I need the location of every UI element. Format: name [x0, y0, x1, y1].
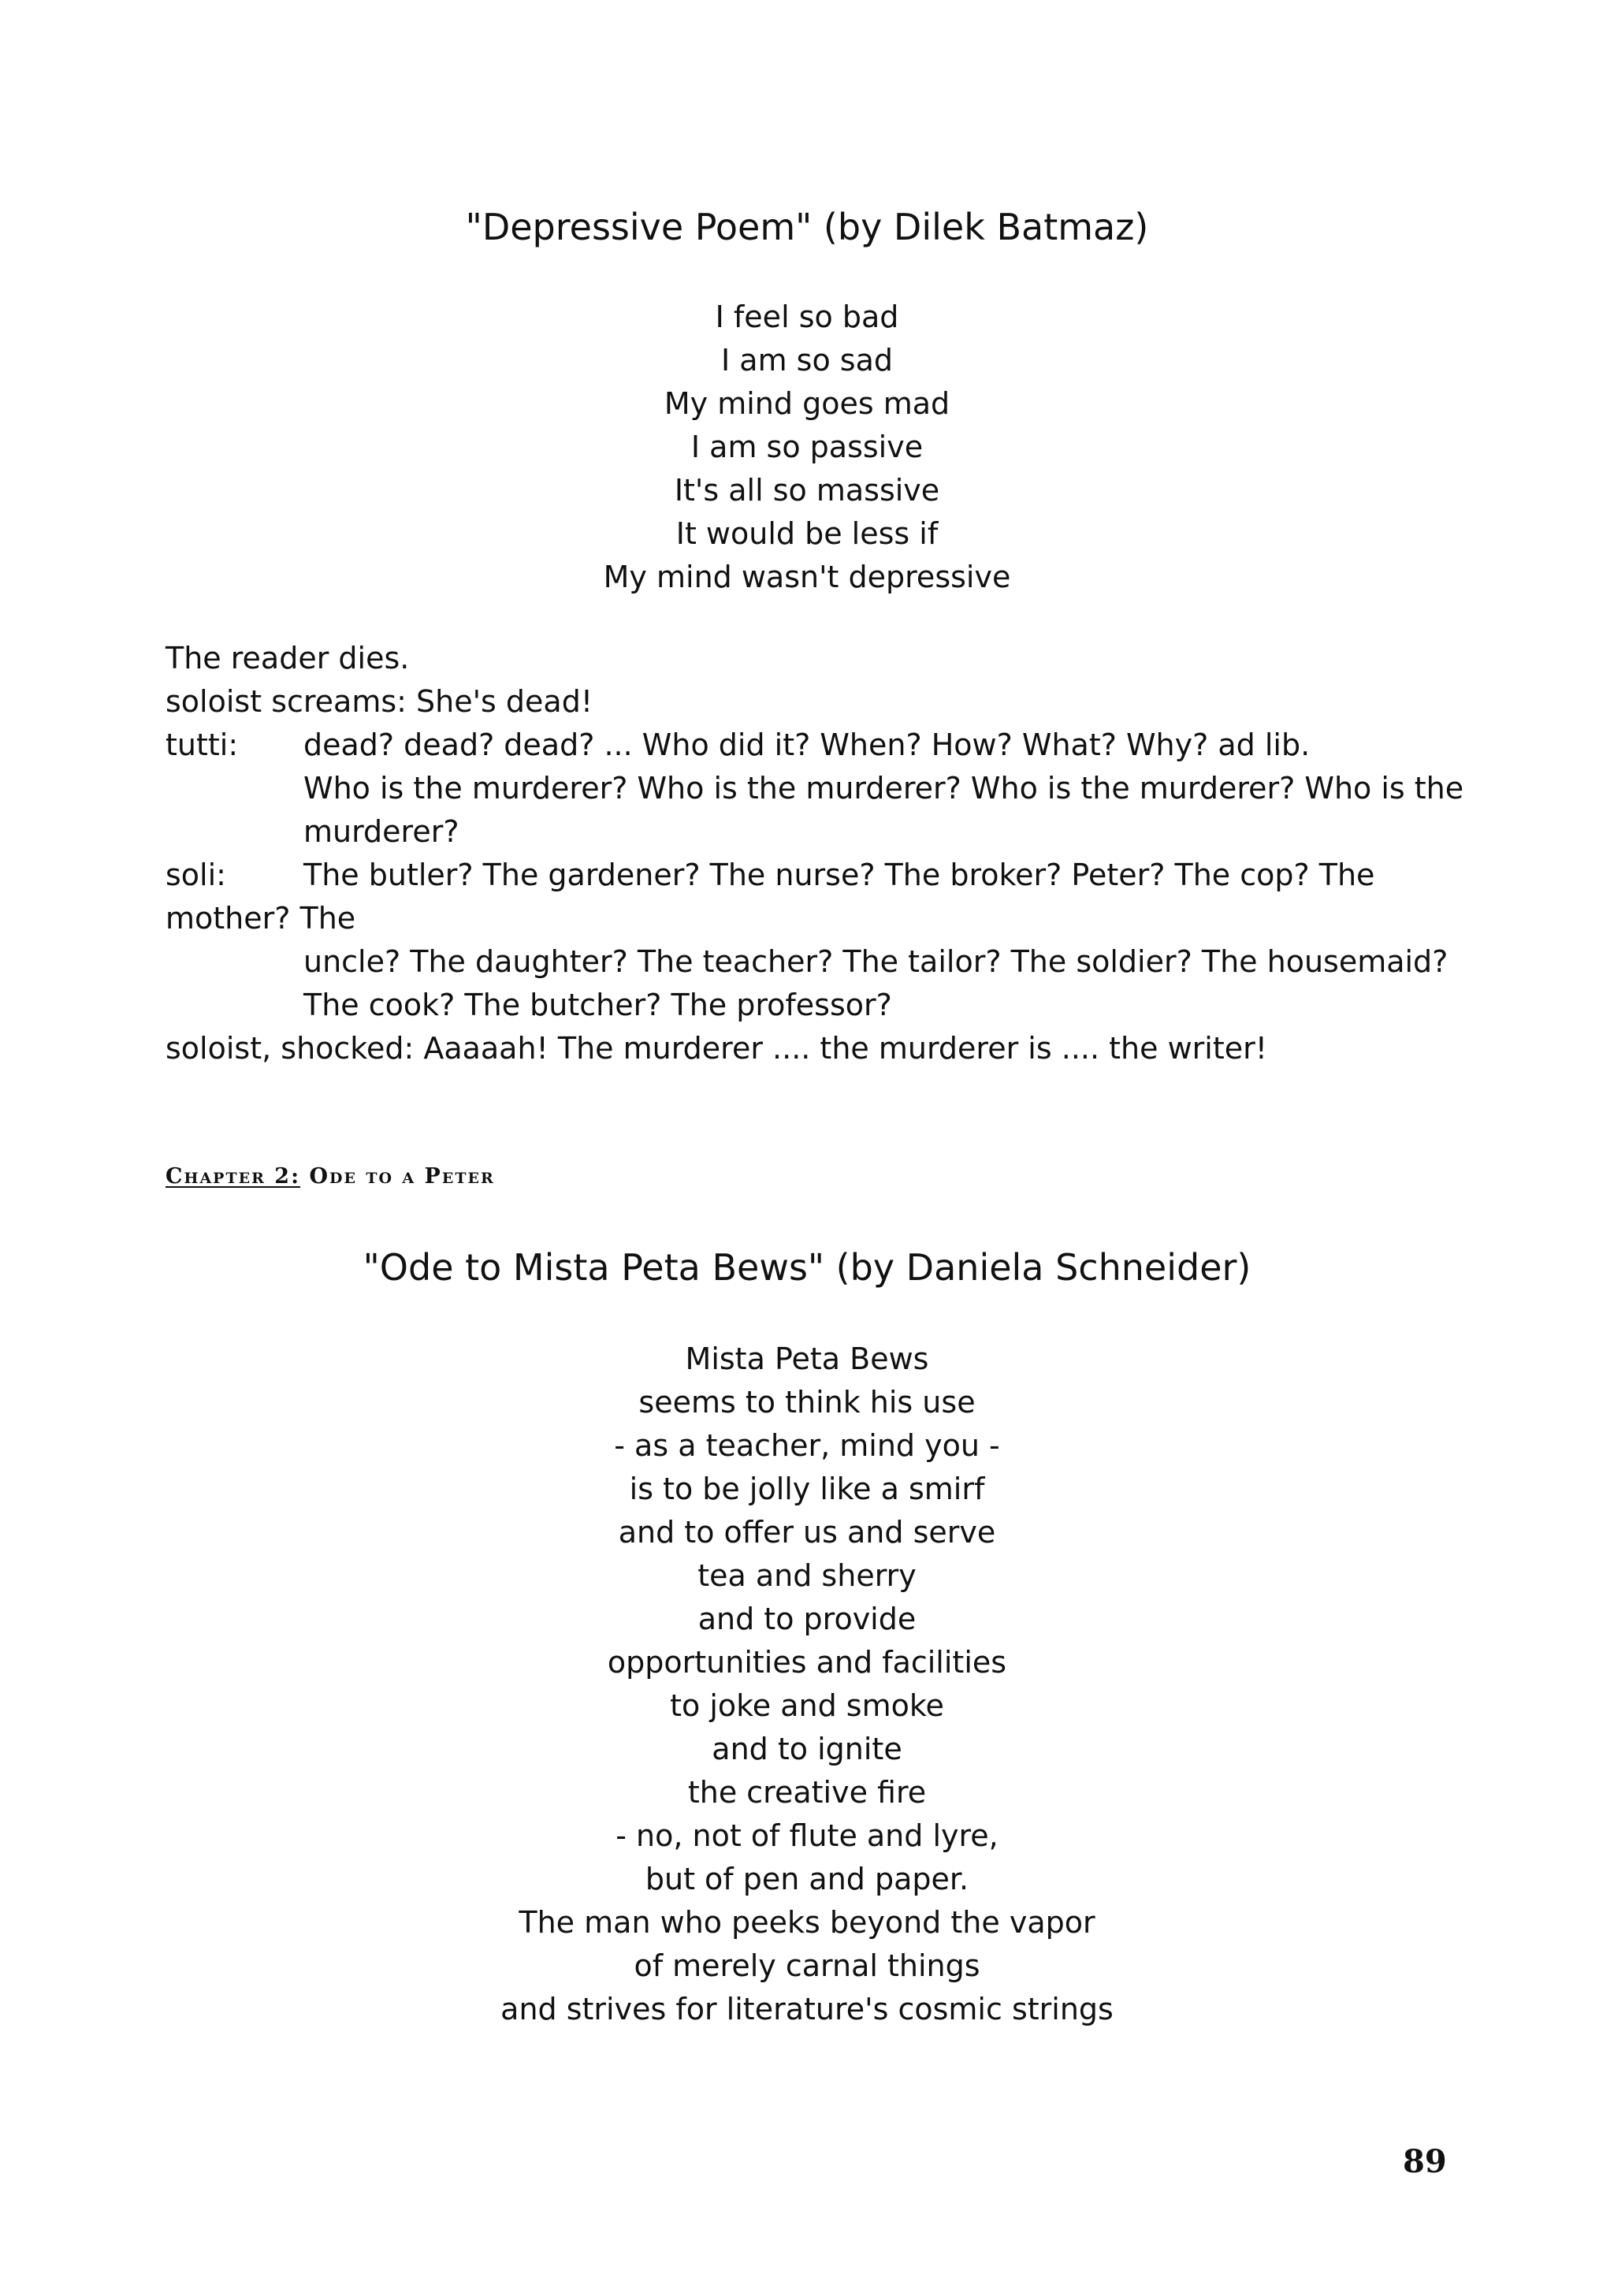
speaker-label: tutti: — [165, 728, 239, 762]
poem-line: and to offer us and serve — [618, 1515, 996, 1550]
poem-line: I feel so bad — [715, 300, 899, 334]
dialogue-text: The reader dies. — [165, 641, 410, 675]
poem-line: tea and sherry — [697, 1558, 917, 1593]
dialogue-text: Who is the murderer? Who is the murderer? Who is the murderer? Who is the — [303, 771, 1464, 806]
poem-line: - no, not of flute and lyre, — [615, 1818, 999, 1853]
poem-line: seems to think his use — [638, 1385, 976, 1420]
dialogue-text: soloist screams: She's dead! — [165, 684, 593, 719]
poem-body — [0, 296, 1614, 599]
dialogue-text: uncle? The daughter? The teacher? The tailor? The soldier? The housemaid? — [303, 944, 1449, 979]
poem-line: is to be jolly like a smirf — [629, 1472, 985, 1506]
dialogue-line — [165, 810, 1505, 854]
dialogue-text: The butler? The gardener? The nurse? The broker? Peter? The cop? The — [303, 858, 1375, 892]
poem-title: "Depressive Poem" (by Dilek Batmaz) — [465, 206, 1149, 248]
poem-line: I am so passive — [690, 430, 924, 464]
poem-line: and to provide — [697, 1602, 917, 1636]
dialogue-line — [165, 724, 1505, 767]
poem-line: My mind goes mad — [664, 386, 950, 421]
dialogue-text: soloist, shocked: Aaaaah! The murderer .... the murderer is .... the writer! — [165, 1031, 1267, 1066]
dialogue-line — [165, 984, 1505, 1027]
dialogue-line — [165, 1027, 1505, 1070]
dialogue-text: The cook? The butcher? The professor? — [303, 988, 892, 1022]
dialogue-line — [165, 767, 1505, 810]
chapter-label: Chapter 2: — [165, 1164, 301, 1189]
dialogue-line — [165, 854, 1505, 897]
poem-line: I am so sad — [721, 343, 893, 378]
poem-line: the creative fire — [687, 1775, 927, 1810]
poem-line: - as a teacher, mind you - — [614, 1428, 1000, 1463]
dialogue-text: murderer? — [303, 814, 459, 849]
poem-line: but of pen and paper. — [645, 1862, 969, 1896]
poem-line: It would be less if — [675, 516, 939, 551]
poem-line: to joke and smoke — [670, 1688, 944, 1723]
dialogue-line — [165, 897, 1505, 940]
poem-line: and strives for literature's cosmic strings — [500, 1992, 1114, 2026]
page-number: 89 — [1403, 2143, 1447, 2180]
speaker-label: soli: — [165, 858, 226, 892]
dialogue-text: dead? dead? dead? ... Who did it? When? How? What? Why? ad lib. — [303, 728, 1311, 762]
poem-title: "Ode to Mista Peta Bews" (by Daniela Schneider) — [363, 1246, 1251, 1289]
dialogue-line — [165, 940, 1505, 984]
poem-line: Mista Peta Bews — [685, 1342, 929, 1376]
dialogue-block — [165, 637, 1505, 1070]
poem-line: and to ignite — [712, 1732, 902, 1766]
poem-body — [0, 1338, 1614, 2031]
poem-line: My mind wasn't depressive — [603, 560, 1011, 594]
poem-line: The man who peeks beyond the vapor — [519, 1905, 1095, 1940]
poem-line: of merely carnal things — [634, 1948, 980, 1983]
chapter-title: Ode to a Peter — [309, 1164, 495, 1189]
dialogue-text: mother? The — [165, 901, 356, 936]
poem-line: opportunities and facilities — [607, 1645, 1007, 1680]
chapter-heading — [165, 1161, 495, 1193]
poem-line: It's all so massive — [674, 473, 940, 508]
dialogue-line — [165, 637, 1505, 680]
dialogue-line — [165, 680, 1505, 724]
